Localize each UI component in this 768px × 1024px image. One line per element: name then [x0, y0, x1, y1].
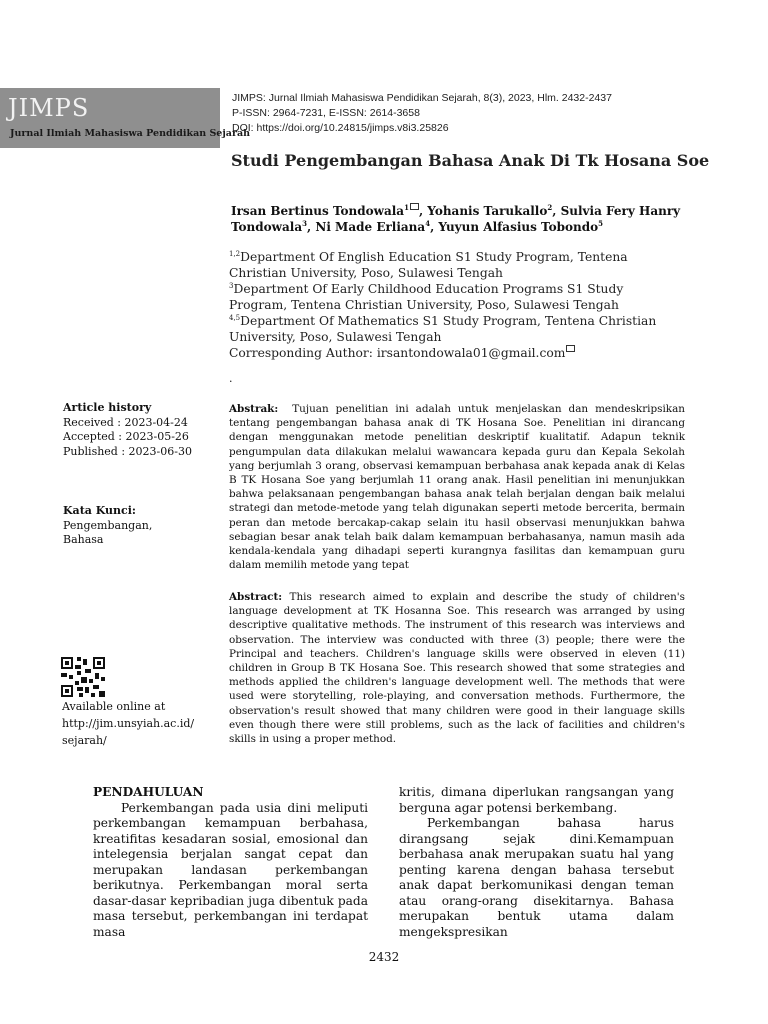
abstrak-label: Abstrak:: [229, 403, 279, 415]
abstract-block: [229, 590, 685, 746]
abstrak-block: [229, 402, 685, 572]
journal-link[interactable]: http://jim.unsyiah.ac.id/: [62, 717, 195, 730]
journal-issn: P-ISSN: 2964-7231, E-ISSN: 2614-3658: [232, 107, 420, 119]
email-icon: [410, 203, 419, 210]
author-5: , Yuyun Alfasius Tobondo: [430, 220, 599, 234]
author-list: [231, 203, 681, 235]
paper-title: Studi Pengembangan Bahasa Anak Di Tk Hosana Soe: [231, 151, 710, 170]
author-4: , Ni Made Erliana: [307, 220, 426, 234]
journal-citation: JIMPS: Jurnal Ilmiah Mahasiswa Pendidikan Sejarah, 8(3), 2023, Hlm. 2432-2437: [232, 92, 612, 104]
author-2: , Yohanis Tarukallo: [418, 204, 548, 218]
keywords-heading: Kata Kunci:: [63, 504, 136, 517]
author-sup: 4: [425, 219, 431, 228]
section-heading: PENDAHULUAN: [93, 785, 204, 799]
article-history-heading: Article history: [63, 401, 152, 414]
intro-right-column: [399, 785, 674, 940]
received-date: Received : 2023-04-24: [63, 415, 188, 429]
published-date: Published : 2023-06-30: [63, 444, 192, 458]
separator-dot: .: [229, 372, 233, 385]
affiliation-2: $^3$Department Of Early Childhood Education Programs S1 Study Program, Tentena Christian University, Poso, Sulawesi Tengah: [229, 281, 624, 312]
corresponding-author: Corresponding Author: irsantondowala01@gmail.com: [229, 345, 679, 361]
author-sup: 3: [302, 219, 307, 228]
author-3: , Sulvia Fery Hanry Tondowala: [231, 204, 681, 234]
qr-code-icon: [61, 657, 105, 697]
intro-paragraph: Perkembangan bahasa harus dirangsang sejak dini.Kemampuan berbahasa anak merupakan suatu hal yang penting karena dengan bahasa tersebut anak dapat berkomunikasi dengan teman atau orang-orang disekitarnya. Bahasa merupakan bentuk utama dalam mengekspresikan: [399, 816, 674, 939]
author-sup: 2: [547, 203, 553, 212]
available-online: Available online at http://jim.unsyiah.ac.id/ sejarah/: [62, 700, 195, 747]
abstract-label: Abstract:: [229, 591, 283, 603]
email-icon: [566, 345, 575, 352]
journal-doi[interactable]: DOI: https://doi.org/10.24815/jimps.v8i3.25826: [232, 122, 449, 134]
intro-paragraph: Perkembangan pada usia dini meliputi perkembangan kemampuan berbahasa, kreatifitas kesadaran sosial, emosional dan intelegensia berjalan sangat cepat dan merupakan landasan perkembangan berikutnya. Perkembangan moral serta dasar-dasar kepribadian juga dibentuk pada masa tersebut, perkembangan ini terdapat masa: [93, 800, 368, 939]
intro-left-column: [93, 785, 368, 940]
abstract-text: This research aimed to explain and describe the study of children's language development at TK Hosanna Soe. This research was arranged by using descriptive qualitative methods. The instrument of this research was interviews and observation. The interview was conducted with three (3) people; there were the Principal and teachers. Children's language skills were observed in eleven (11) children in Group B TK Hosana Soe. This research showed that some strategies and methods applied the children's language development well. The methods that were used were storytelling, role-playing, and conversation methods. Furthermore, the observation's result showed that many children were good in their language skills even though there were still problems, such as the lack of facilities and children's skills in using a proper method.: [229, 591, 685, 746]
affiliations: [229, 249, 679, 361]
keywords: [63, 504, 152, 548]
keyword-2: Bahasa: [63, 533, 104, 546]
journal-info: [232, 91, 612, 136]
accepted-date: Accepted : 2023-05-26: [63, 430, 189, 443]
abstrak-text: Tujuan penelitian ini adalah untuk menjelaskan dan mendeskripsikan tentang pengembangan bahasa anak di TK Hosana Soe. Penelitian ini dirancang dengan menggunakan metode penelitian deskriptif kualitatif. Adapun teknik pengumpulan data dilakukan melalui wawancara kepada guru dan Kepala Sekolah yang berjumlah 3 orang, observasi kemampuan berbahasa anak kepada anak di Kelas B TK Hosana Soe yang berjumlah 11 orang anak. Hasil penelitian ini menunjukkan bahwa pelaksanaan pengembangan bahasa anak telah berjalan dengan baik melalui strategi dan metode-metode yang telah digunakan seperti metode bercerita, bermain peran dan metode bercakap-cakap selain itu hasil observasi menunjukkan bahwa sebagian besar anak telah baik dalam kemampuan berbahasanya, namun masih ada kendala-kendala yang dihadapi seperti kurangnya fasilitas dan kemampuan guru dalam memilih metode yang tepat: [229, 403, 685, 572]
intro-paragraph: kritis, dimana diperlukan rangsangan yang berguna agar potensi berkembang.: [399, 785, 674, 815]
affiliation-1: $^{1,2}$Department Of English Education S1 Study Program, Tentena Christian University, Poso, Sulawesi Tengah: [229, 249, 628, 280]
keyword-1: Pengembangan,: [63, 518, 153, 532]
author-sup: 5: [598, 219, 603, 228]
logo-title: JIMPS: [8, 94, 90, 122]
author-1: Irsan Bertinus Tondowala: [231, 204, 405, 218]
article-history: [63, 401, 192, 459]
page-number: 2432: [368, 950, 400, 964]
journal-logo: [0, 88, 251, 148]
logo-subtitle: Jurnal Ilmiah Mahasiswa Pendidikan Sejarah: [10, 128, 251, 139]
author-sup: 1: [404, 203, 409, 212]
affiliation-3: $^{4,5}$Department Of Mathematics S1 Study Program, Tentena Christian University, Poso, Sulawesi Tengah: [229, 313, 657, 344]
